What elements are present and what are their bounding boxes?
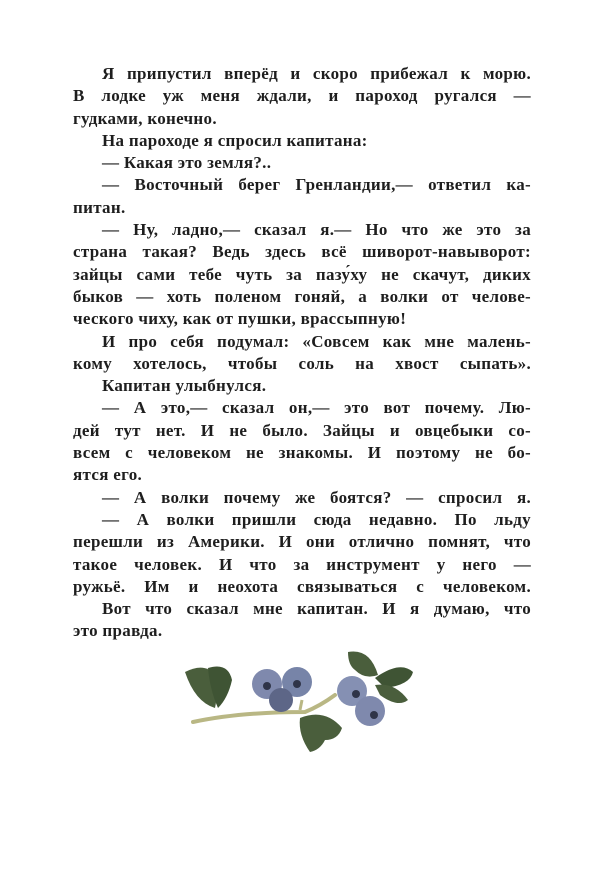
leaf	[300, 715, 342, 752]
text-line: ружьё. Им и неохота связываться с человеком.	[73, 576, 531, 596]
text-line: — Какая это земля?..	[102, 153, 272, 173]
text-line: Я припустил вперёд и скоро прибежал к морю.	[102, 64, 531, 83]
text-line: — А волки пришли сюда недавно. По льду	[102, 509, 531, 529]
text-line: это правда.	[73, 621, 163, 641]
text-line: — Ну, ладно,— сказал я.— Но что же это за	[102, 220, 531, 240]
text-line: всем с человеком не знакомы. И поэтому не бо-	[73, 443, 531, 463]
text-line: Капитан улыбнулся.	[102, 376, 267, 396]
text-line: такое человек. И что за инструмент у него —	[73, 554, 531, 574]
berry-calyx	[352, 690, 360, 698]
text-line: На пароходе я спросил капитана:	[102, 130, 368, 150]
text-line: кому хотелось, чтобы соль на хвост сыпать».	[73, 353, 531, 373]
berry	[355, 696, 385, 726]
leaf	[348, 651, 378, 676]
text-line: перешли из Америки. И они отлично помнят, что	[73, 532, 531, 552]
text-line: — Восточный берег Гренландии,— ответил ка-	[102, 175, 531, 195]
text-line: дей тут нет. И не было. Зайцы и овцебыки со-	[73, 420, 531, 440]
text-line: И про себя подумал: «Совсем как мне малень-	[102, 331, 531, 351]
stem-twig	[300, 700, 302, 710]
berry	[269, 688, 293, 712]
berry-calyx	[293, 680, 301, 688]
book-page-text	[73, 63, 531, 643]
text-line: — А волки почему же боятся? — спросил я.	[102, 487, 531, 507]
text-line: ческого чиху, как от пушки, врассыпную!	[73, 309, 407, 329]
text-line: гудками, конечно.	[73, 108, 217, 128]
text-line: быков — хоть поленом гоняй, а волки от челове-	[73, 286, 531, 306]
text-line: зайцы сами тебе чуть за пазу́ху не скачут, диких	[73, 264, 531, 284]
berry-calyx	[263, 682, 271, 690]
text-line: ятся его.	[73, 465, 143, 485]
text-line: страна такая? Ведь здесь всё шиворот-навыворот:	[73, 242, 531, 262]
blueberry-branch-illustration	[170, 640, 430, 765]
text-line: — А это,— сказал он,— это вот почему. Лю-	[102, 398, 531, 418]
text-line: Вот что сказал мне капитан. И я думаю, что	[102, 599, 531, 619]
berry-calyx	[370, 711, 378, 719]
text-line: питан.	[73, 197, 126, 217]
text-line: В лодке уж меня ждали, и пароход ругался —	[73, 86, 531, 106]
